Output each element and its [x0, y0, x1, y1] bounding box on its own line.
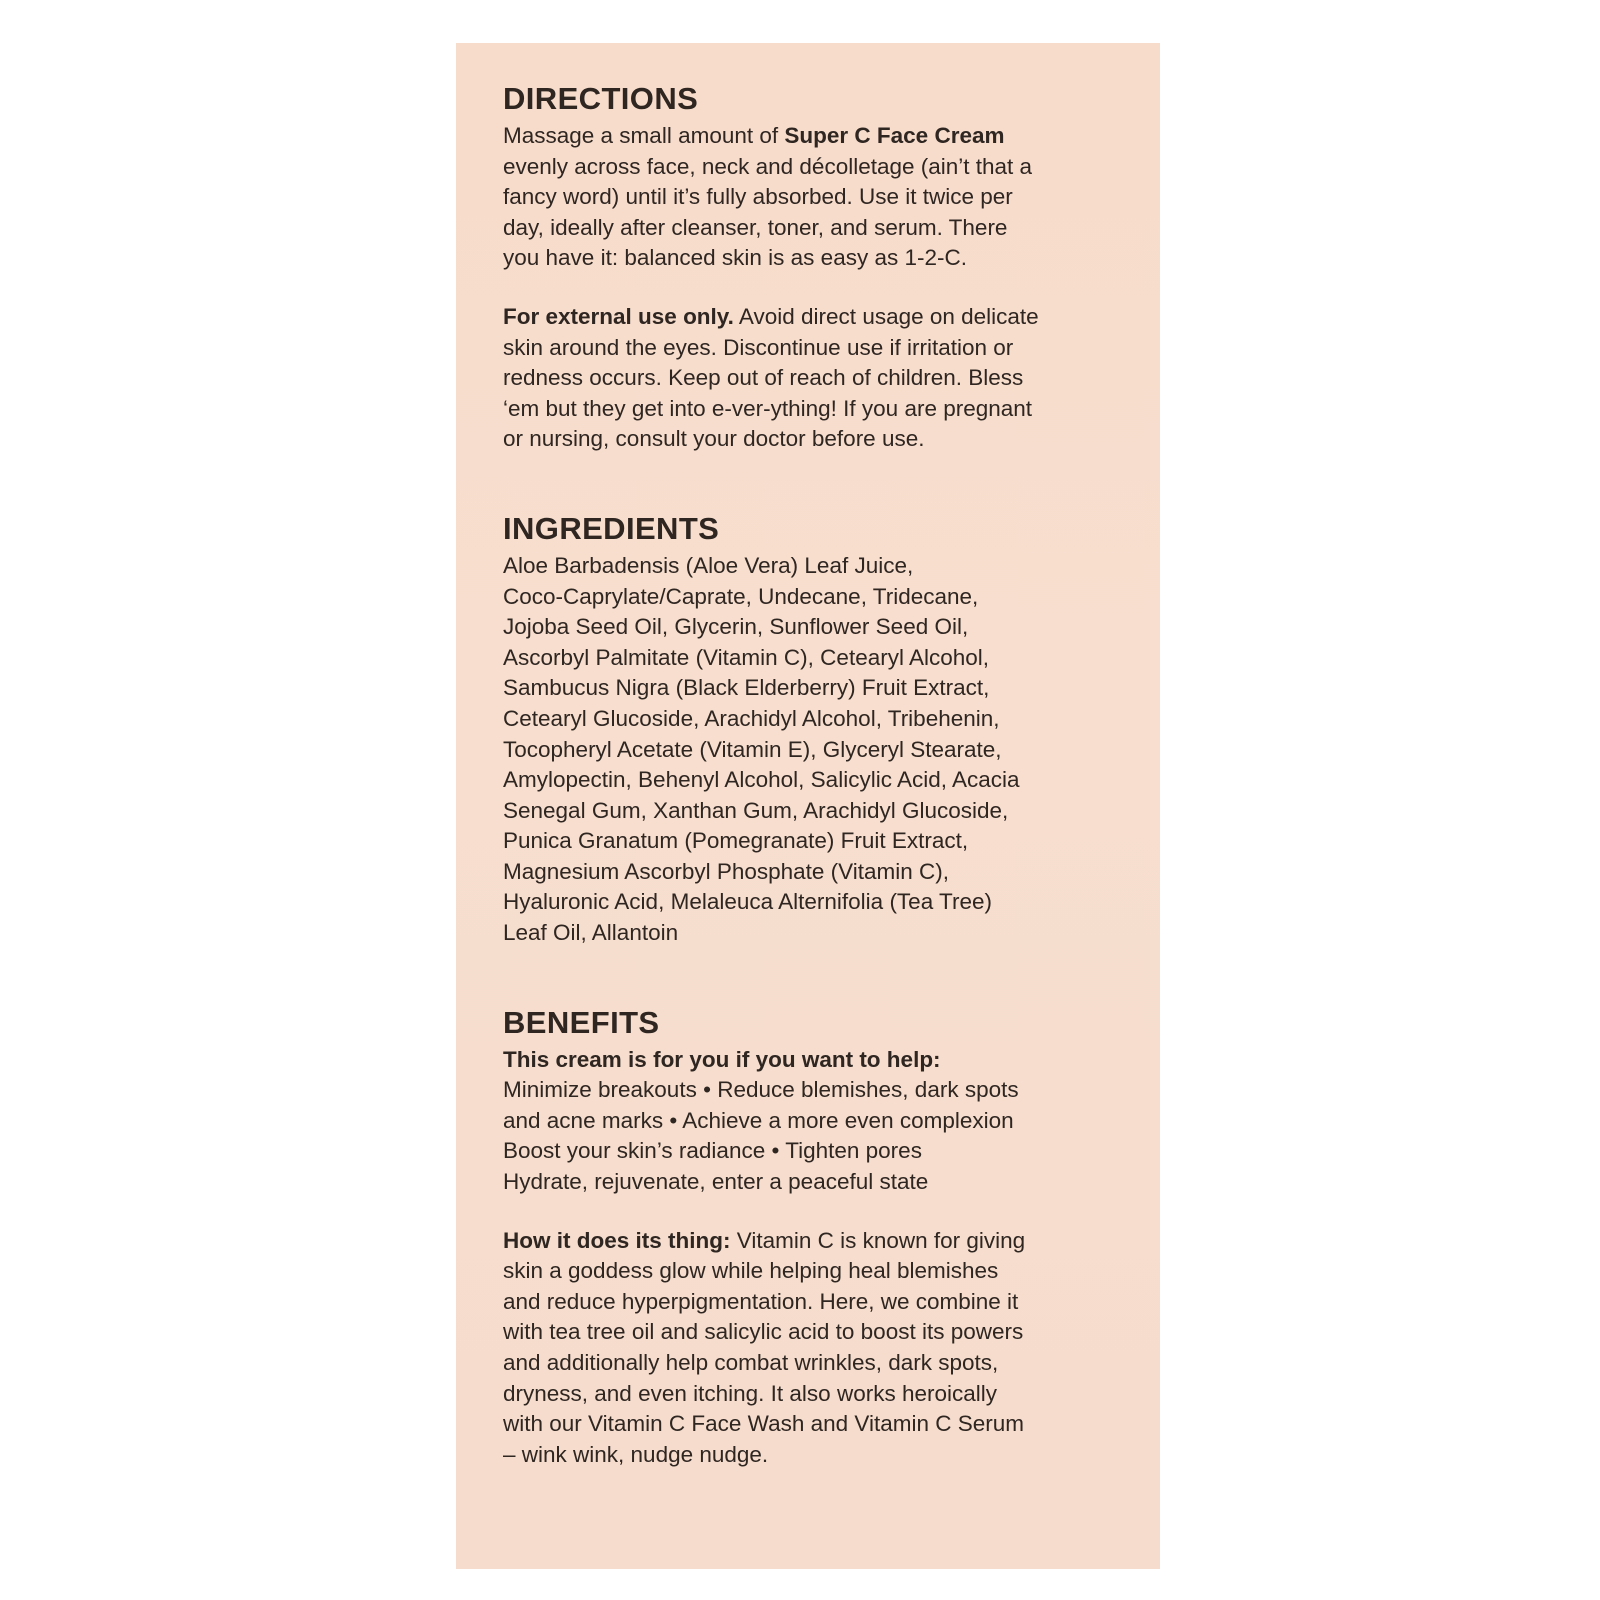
benefits-line: Hydrate, rejuvenate, enter a peaceful state	[503, 1169, 929, 1195]
warning-paragraph	[503, 302, 1133, 455]
how-it-works-bold: How it does its thing:	[503, 1227, 731, 1253]
ingredients-line: Cetearyl Glucoside, Arachidyl Alcohol, Tribehenin,	[503, 705, 1000, 731]
ingredients-line: Sambucus Nigra (Black Elderberry) Fruit Extract,	[503, 675, 990, 701]
directions-line: day, ideally after cleanser, toner, and serum. There	[503, 214, 1008, 240]
warning-line: redness occurs. Keep out of reach of children. Bless	[503, 365, 1024, 391]
product-label-panel	[456, 43, 1160, 1569]
label-content	[503, 81, 1133, 1470]
spacer	[503, 455, 1133, 511]
directions-line: fancy word) until it’s fully absorbed. Use it twice per	[503, 184, 1013, 210]
ingredients-line: Tocopheryl Acetate (Vitamin E), Glyceryl Stearate,	[503, 736, 1002, 762]
how-it-works-line	[503, 1226, 1133, 1257]
benefits-heading: BENEFITS	[503, 1004, 660, 1040]
ingredients-line: Leaf Oil, Allantoin	[503, 920, 679, 946]
how-it-works-paragraph	[503, 1226, 1133, 1471]
directions-paragraph	[503, 121, 1133, 274]
how-it-works-line: dryness, and even itching. It also works heroically	[503, 1380, 997, 1406]
directions-line: evenly across face, neck and décolletage (ain’t that a	[503, 153, 1033, 179]
directions-heading: DIRECTIONS	[503, 81, 699, 116]
directions-line: you have it: balanced skin is as easy as 1-2-C.	[503, 245, 967, 271]
how-it-works-line: with tea tree oil and salicylic acid to boost its powers	[503, 1319, 1024, 1345]
benefits-line: Boost your skin’s radiance • Tighten pores	[503, 1138, 922, 1164]
product-name: Super C Face Cream	[784, 123, 1005, 148]
ingredients-line: Amylopectin, Behenyl Alcohol, Salicylic Acid, Acacia	[503, 767, 1020, 793]
warning-line: skin around the eyes. Discontinue use if irritation or	[503, 334, 1014, 360]
how-it-works-line: – wink wink, nudge nudge.	[503, 1441, 769, 1467]
benefits-line: and acne marks • Achieve a more even complexion	[503, 1107, 1014, 1133]
warning-line: ‘em but they get into e-ver-ything! If you are pregnant	[503, 395, 1033, 421]
how-it-works-line: and additionally help combat wrinkles, dark spots,	[503, 1350, 999, 1375]
how-it-works-line: with our Vitamin C Face Wash and Vitamin C Serum	[503, 1411, 1025, 1437]
warning-line: or nursing, consult your doctor before use.	[503, 426, 925, 452]
how-it-works-text: Vitamin C is known for giving	[730, 1227, 1026, 1253]
ingredients-line: Senegal Gum, Xanthan Gum, Arachidyl Glucoside,	[503, 797, 1009, 823]
ingredients-line: Ascorbyl Palmitate (Vitamin C), Cetearyl Alcohol,	[503, 644, 990, 670]
benefits-subheading	[503, 1045, 1133, 1076]
ingredients-line: Coco-Caprylate/Caprate, Undecane, Tridecane,	[503, 583, 979, 609]
ingredients-line: Hyaluronic Acid, Melaleuca Alternifolia (Tea Tree)	[503, 889, 992, 915]
how-it-works-line: and reduce hyperpigmentation. Here, we combine it	[503, 1288, 1019, 1314]
spacer	[503, 1198, 1133, 1222]
benefits-paragraph	[503, 1045, 1133, 1198]
how-it-works-line: skin a goddess glow while helping heal blemishes	[503, 1258, 999, 1284]
ingredients-line: Aloe Barbadensis (Aloe Vera) Leaf Juice,	[503, 552, 914, 578]
warning-line	[503, 302, 1133, 333]
directions-line	[503, 121, 1133, 152]
benefits-subheading-text: This cream is for you if you want to help:	[503, 1046, 941, 1072]
ingredients-line: Punica Granatum (Pomegranate) Fruit Extract,	[503, 828, 969, 854]
spacer	[503, 949, 1133, 1005]
ingredients-line: Jojoba Seed Oil, Glycerin, Sunflower Seed Oil,	[503, 614, 969, 640]
warning-text: Avoid direct usage on delicate	[733, 303, 1039, 329]
ingredients-heading: INGREDIENTS	[503, 510, 720, 546]
spacer	[503, 274, 1133, 298]
ingredients-line: Magnesium Ascorbyl Phosphate (Vitamin C),	[503, 858, 950, 884]
directions-text: Massage a small amount of	[503, 123, 785, 148]
benefits-line: Minimize breakouts • Reduce blemishes, dark spots	[503, 1077, 1019, 1103]
ingredients-paragraph	[503, 551, 1133, 949]
warning-bold: For external use only.	[503, 303, 734, 329]
